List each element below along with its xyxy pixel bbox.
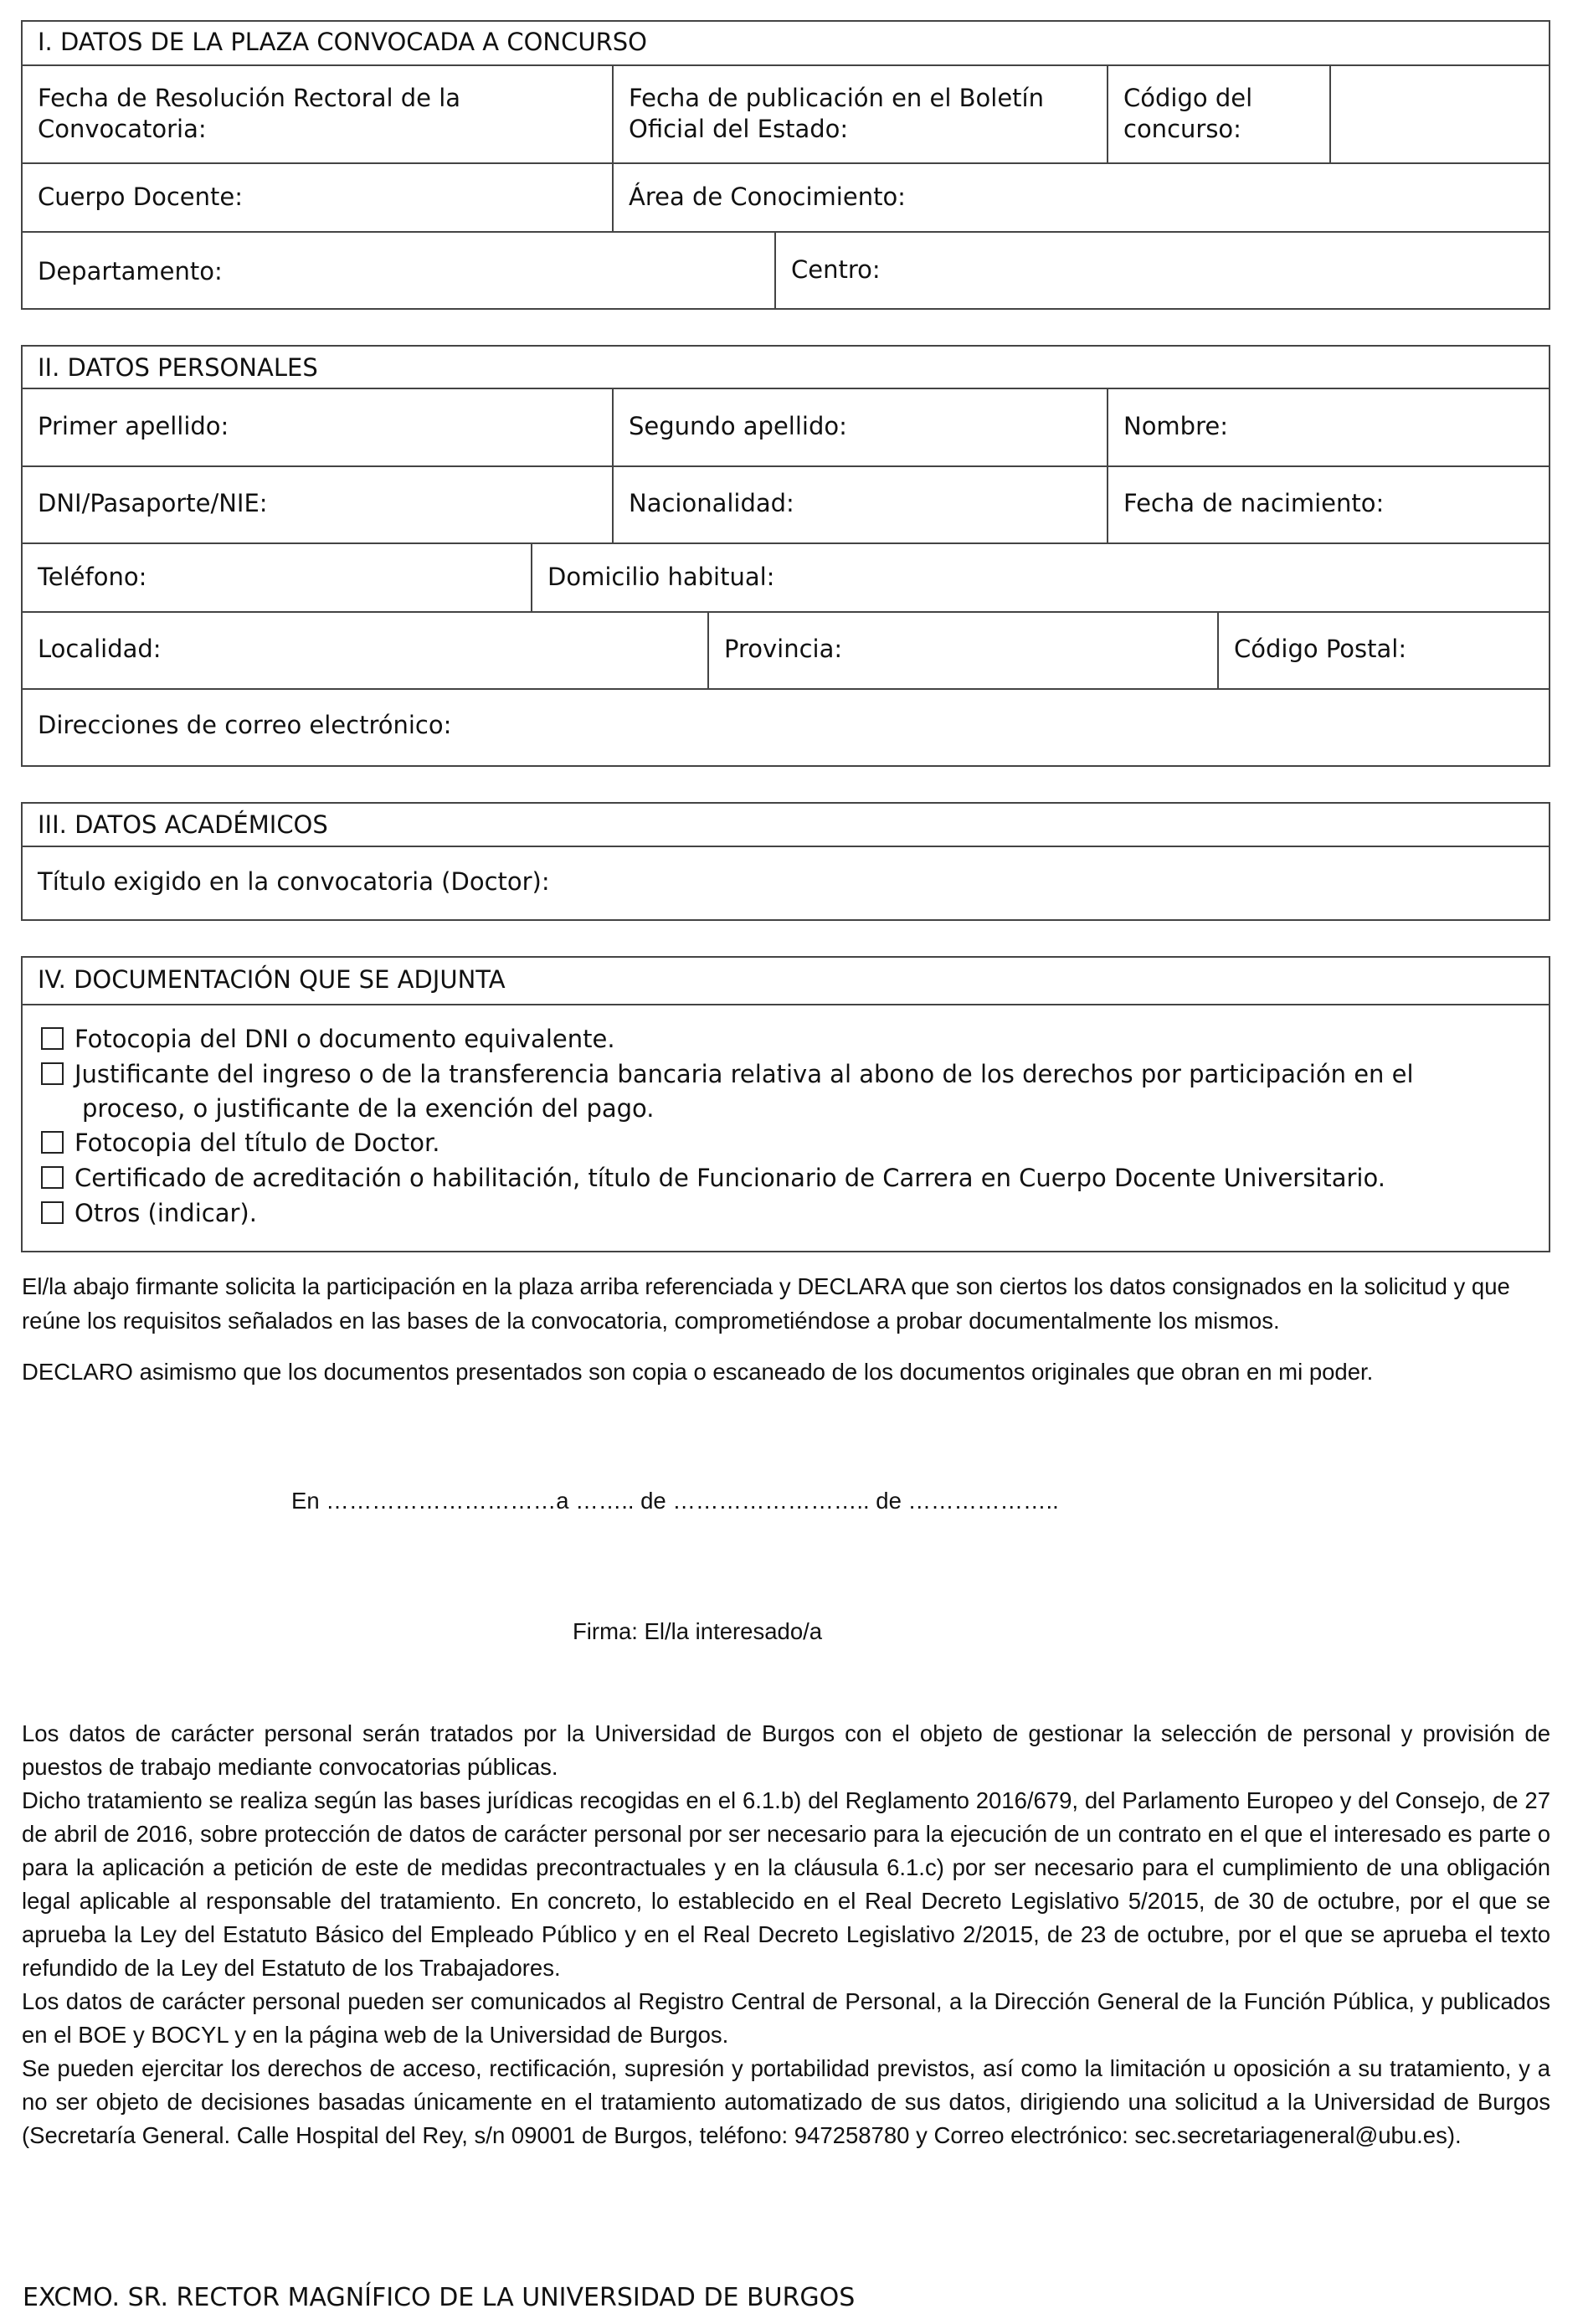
checkbox[interactable] xyxy=(41,1027,64,1050)
field-primer-apellido[interactable]: Primer apellido: xyxy=(38,412,229,440)
signature-label: Firma: El/la interesado/a xyxy=(573,1618,823,1644)
section-title-documentacion: IV. DOCUMENTACIÓN QUE SE ADJUNTA xyxy=(38,965,506,994)
divider xyxy=(1329,64,1331,162)
declaration-documents: DECLARO asimismo que los documentos presentados son copia o escaneado de los documentos originales que obran en mi poder. xyxy=(22,1359,1374,1385)
divider xyxy=(21,231,1550,233)
field-fecha-resolucion[interactable]: Fecha de Resolución Rectoral de la Convocatoria: xyxy=(38,84,461,143)
field-nacionalidad[interactable]: Nacionalidad: xyxy=(629,489,794,517)
field-segundo-apellido[interactable]: Segundo apellido: xyxy=(629,412,847,440)
field-codigo-postal[interactable]: Código Postal: xyxy=(1234,635,1407,663)
privacy-paragraph: Los datos de carácter personal serán tratados por la Universidad de Burgos con el objeto de gestionar la selección de personal y provisión de puestos de trabajo mediante convocatorias públicas. xyxy=(22,1720,1550,1780)
doc-item-label: Fotocopia del DNI o documento equivalente. xyxy=(75,1025,615,1053)
field-titulo-exigido[interactable]: Título exigido en la convocatoria (Doctor): xyxy=(38,867,550,896)
divider xyxy=(21,542,1550,544)
field-cuerpo-docente[interactable]: Cuerpo Docente: xyxy=(38,183,243,211)
divider xyxy=(707,611,709,688)
checkbox[interactable] xyxy=(41,1131,64,1154)
section-title-plaza: I. DATOS DE LA PLAZA CONVOCADA A CONCURSO xyxy=(38,28,647,56)
declaration-text: El/la abajo firmante solicita la participación en la plaza arriba referenciada y DECLARA que son ciertos los datos consignados en la solicitud y que reúne los requisitos señalados en las bases de la convocatoria, comprometiéndose a probar documentalmente los mismos. xyxy=(22,1273,1510,1334)
doc-item-justificante-cont: proceso, o justificante de la exención del pago. xyxy=(82,1094,655,1123)
divider xyxy=(21,611,1550,613)
divider xyxy=(612,388,614,542)
divider xyxy=(612,64,614,231)
field-area-conocimiento[interactable]: Área de Conocimiento: xyxy=(629,183,906,211)
section-plaza xyxy=(21,20,1550,310)
divider xyxy=(21,64,1550,66)
privacy-paragraph: Los datos de carácter personal pueden ser comunicados al Registro Central de Personal, a la Dirección General de la Función Pública, y publicados en el BOE y BOCYL y en la página web de la Universidad de Burgos. xyxy=(22,1988,1550,2048)
checkbox[interactable] xyxy=(41,1062,64,1085)
doc-item-label: Fotocopia del título de Doctor. xyxy=(75,1129,440,1157)
privacy-text xyxy=(22,1717,1550,2152)
doc-item-justificante[interactable] xyxy=(41,1059,1414,1090)
section-title-academicos: III. DATOS ACADÉMICOS xyxy=(38,810,328,839)
divider xyxy=(21,1004,1550,1005)
divider xyxy=(21,688,1550,690)
field-localidad[interactable]: Localidad: xyxy=(38,635,162,663)
addressee: EXCMO. SR. RECTOR MAGNÍFICO DE LA UNIVERSIDAD DE BURGOS xyxy=(23,2283,856,2312)
divider xyxy=(1107,64,1108,162)
checkbox[interactable] xyxy=(41,1201,64,1224)
divider xyxy=(1217,611,1219,688)
divider xyxy=(531,542,532,611)
field-dni[interactable]: DNI/Pasaporte/NIE: xyxy=(38,489,268,517)
checkbox[interactable] xyxy=(41,1166,64,1189)
field-departamento[interactable]: Departamento: xyxy=(38,257,223,285)
field-provincia[interactable]: Provincia: xyxy=(724,635,843,663)
field-domicilio[interactable]: Domicilio habitual: xyxy=(547,563,775,591)
divider xyxy=(21,465,1550,467)
doc-item-certificado[interactable] xyxy=(41,1163,1385,1194)
field-fecha-publicacion[interactable]: Fecha de publicación en el Boletín Oficial del Estado: xyxy=(629,84,1044,143)
doc-item-otros[interactable] xyxy=(41,1198,257,1229)
divider xyxy=(21,162,1550,164)
field-codigo-concurso[interactable]: Código del concurso: xyxy=(1123,84,1253,143)
divider xyxy=(21,846,1550,847)
divider xyxy=(21,388,1550,389)
privacy-paragraph: Dicho tratamiento se realiza según las bases jurídicas recogidas en el 6.1.b) del Reglamento 2016/679, del Parlamento Europeo y del Consejo, de 27 de abril de 2016, sobre protección de datos de carácter personal por ser necesario para la ejecución de un contrato en el que el interesado es parte o para la aplicación a petición de este de medidas precontractuales y en la cláusula 6.1.c) por ser necesario para el cumplimiento de una obligación legal aplicable al responsable del tratamiento. En concreto, lo establecido en el Real Decreto Legislativo 5/2015, de 30 de octubre, por el que se aprueba la Ley del Estatuto Básico del Empleado Público y en el Real Decreto Legislativo 2/2015, de 23 de octubre, por el que se aprueba el texto refundido de la Ley del Estatuto de los Trabajadores. xyxy=(22,1787,1550,1981)
doc-item-dni[interactable] xyxy=(41,1024,615,1055)
divider xyxy=(1107,388,1108,542)
privacy-paragraph: Se pueden ejercitar los derechos de acceso, rectificación, supresión y portabilidad previstos, así como la limitación u oposición a su tratamiento, y a no ser objeto de decisiones basadas únicamente en el tratamiento automatizado de sus datos, dirigiendo una solicitud a la Universidad de Burgos (Secretaría General. Calle Hospital del Rey, s/n 09001 de Burgos, teléfono: 947258780 y Correo electrónico: sec.secretariageneral@ubu.es). xyxy=(22,2055,1550,2148)
doc-item-titulo[interactable] xyxy=(41,1128,439,1159)
section-personal xyxy=(21,345,1550,767)
doc-item-label: Certificado de acreditación o habilitación, título de Funcionario de Carrera en Cuerpo Docente Universitario. xyxy=(75,1164,1385,1192)
field-centro[interactable]: Centro: xyxy=(791,255,881,284)
field-telefono[interactable]: Teléfono: xyxy=(38,563,147,591)
doc-item-label: Otros (indicar). xyxy=(75,1199,257,1227)
field-nombre[interactable]: Nombre: xyxy=(1123,412,1228,440)
section-title-personal: II. DATOS PERSONALES xyxy=(38,353,318,382)
field-correo[interactable]: Direcciones de correo electrónico: xyxy=(38,711,452,739)
place-date-line[interactable]: En …………………………a …….. de …………………….. de ……………….. xyxy=(291,1488,1059,1514)
divider xyxy=(774,231,776,310)
doc-item-label: Justificante del ingreso o de la transferencia bancaria relativa al abono de los derechos por participación en el xyxy=(75,1060,1414,1088)
field-fecha-nacimiento[interactable]: Fecha de nacimiento: xyxy=(1123,489,1385,517)
